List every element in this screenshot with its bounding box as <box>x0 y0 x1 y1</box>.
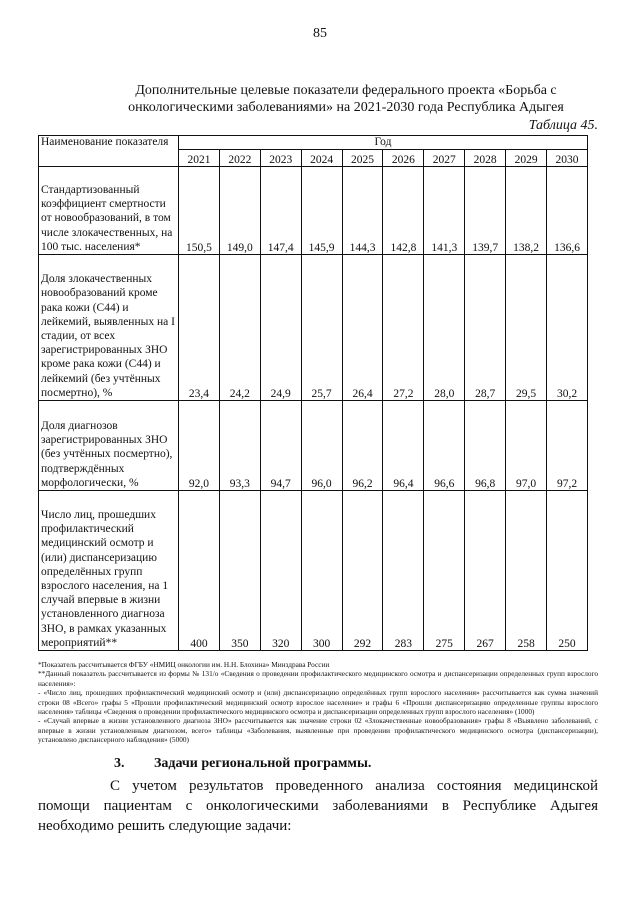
title-line-1: Дополнительные целевые показатели федерального проекта «Борьба с <box>135 83 557 98</box>
value-cell: 97,2 <box>547 401 588 491</box>
value-cell: 138,2 <box>506 167 547 255</box>
value-cell: 149,0 <box>219 167 260 255</box>
header-year: Год <box>179 136 588 150</box>
value-cell: 150,5 <box>179 167 220 255</box>
value-cell: 145,9 <box>301 167 342 255</box>
value-cell: 28,7 <box>465 255 506 401</box>
value-cell: 283 <box>383 491 424 651</box>
value-cell: 144,3 <box>342 167 383 255</box>
section-number: 3. <box>114 756 125 771</box>
section-title: Задачи региональной программы. <box>154 756 372 771</box>
value-cell: 30,2 <box>547 255 588 401</box>
value-cell: 28,0 <box>424 255 465 401</box>
value-cell: 142,8 <box>383 167 424 255</box>
table-row <box>39 491 588 651</box>
indicator-name: Доля злокачественных новообразований кроме рака кожи (С44) и лейкемий, выявленных на I стадии, от всех зарегистрированных ЗНО кроме рака кожи (С44) и лейкемий (без учтённых посмертно), % <box>39 255 179 401</box>
footnote: - «Случай впервые в жизни установленного диагноза ЗНО» рассчитывается как значение строки 02 «Злокачественные новообразования» графы 8 «Выявлено заболеваний, с впервые в жизни установленным диагнозом, всего» таблицы «Заболевания, выявленные при проведении профилактического медицинского осмотра (диспансеризации), установлено диспансерного наблюдения» (5000) <box>38 716 598 745</box>
value-cell: 24,9 <box>260 255 301 401</box>
body-paragraph: С учетом результатов проведенного анализа состояния медицинской помощи пациентам с онкологическими заболеваниями в Республике Адыгея необходимо решить следующие задачи: <box>38 778 598 834</box>
year-cell: 2029 <box>506 150 547 167</box>
value-cell: 139,7 <box>465 167 506 255</box>
value-cell: 147,4 <box>260 167 301 255</box>
value-cell: 96,0 <box>301 401 342 491</box>
year-cell: 2025 <box>342 150 383 167</box>
value-cell: 96,6 <box>424 401 465 491</box>
value-cell: 350 <box>219 491 260 651</box>
value-cell: 96,4 <box>383 401 424 491</box>
value-cell: 92,0 <box>179 401 220 491</box>
table-row <box>39 255 588 401</box>
year-cell: 2028 <box>465 150 506 167</box>
value-cell: 136,6 <box>547 167 588 255</box>
value-cell: 23,4 <box>179 255 220 401</box>
value-cell: 300 <box>301 491 342 651</box>
year-cell: 2027 <box>424 150 465 167</box>
year-cell: 2021 <box>179 150 220 167</box>
value-cell: 320 <box>260 491 301 651</box>
table-footnotes <box>38 660 598 745</box>
footnote: **Данный показатель рассчитывается из формы № 131/о «Сведения о проведении профилактического медицинского осмотра и диспансеризации определенных групп взрослого населения»: <box>38 669 598 688</box>
year-cell: 2030 <box>547 150 588 167</box>
indicator-name: Стандартизованный коэффициент смертности от новообразований, в том числе злокачественных, на 100 тыс. населения* <box>39 167 179 255</box>
footnote: - «Число лиц, прошедших профилактический медицинский осмотр и (или) диспансеризацию определённых групп взрослого населения» рассчитывается как сумма значений строки 08 «Всего» графы 5 «Прошли профилактический медицинский осмотр взрослое население» и графы 6 «Прошли диспансеризацию определенные группы взрослого населения» таблицы «Сведения о проведении профилактического медицинского осмотра и диспансеризации определенных групп взрослого населения» (1000) <box>38 688 598 717</box>
value-cell: 25,7 <box>301 255 342 401</box>
value-cell: 94,7 <box>260 401 301 491</box>
indicator-name: Число лиц, прошедших профилактический медицинский осмотр и (или) диспансеризацию определённых групп взрослого населения, на 1 случай впервые в жизни установленного диагноза ЗНО, в рамках указанных мероприятий** <box>39 491 179 651</box>
value-cell: 141,3 <box>424 167 465 255</box>
value-cell: 96,8 <box>465 401 506 491</box>
value-cell: 267 <box>465 491 506 651</box>
indicators-table <box>38 135 588 651</box>
year-cell: 2026 <box>383 150 424 167</box>
table-row <box>39 167 588 255</box>
header-indicator-name: Наименование показателя <box>39 136 179 167</box>
value-cell: 96,2 <box>342 401 383 491</box>
value-cell: 29,5 <box>506 255 547 401</box>
title-line-2: онкологическими заболеваниями» на 2021-2030 года Республика Адыгея <box>128 100 564 115</box>
year-cell: 2023 <box>260 150 301 167</box>
value-cell: 275 <box>424 491 465 651</box>
table-header-row <box>39 136 588 150</box>
footnote: *Показатель рассчитывается ФГБУ «НМИЦ онкологии им. Н.Н. Блохина» Минздрава России <box>38 660 330 669</box>
value-cell: 400 <box>179 491 220 651</box>
value-cell: 250 <box>547 491 588 651</box>
year-cell: 2024 <box>301 150 342 167</box>
document-title <box>96 82 596 116</box>
value-cell: 24,2 <box>219 255 260 401</box>
year-cell: 2022 <box>219 150 260 167</box>
value-cell: 93,3 <box>219 401 260 491</box>
value-cell: 97,0 <box>506 401 547 491</box>
value-cell: 27,2 <box>383 255 424 401</box>
value-cell: 258 <box>506 491 547 651</box>
table-label: Таблица 45. <box>528 118 598 133</box>
page-number: 85 <box>313 26 327 41</box>
section-heading <box>114 756 371 772</box>
value-cell: 292 <box>342 491 383 651</box>
value-cell: 26,4 <box>342 255 383 401</box>
indicator-name: Доля диагнозов зарегистрированных ЗНО (без учтённых посмертно), подтверждённых морфологически, % <box>39 401 179 491</box>
table-row <box>39 401 588 491</box>
